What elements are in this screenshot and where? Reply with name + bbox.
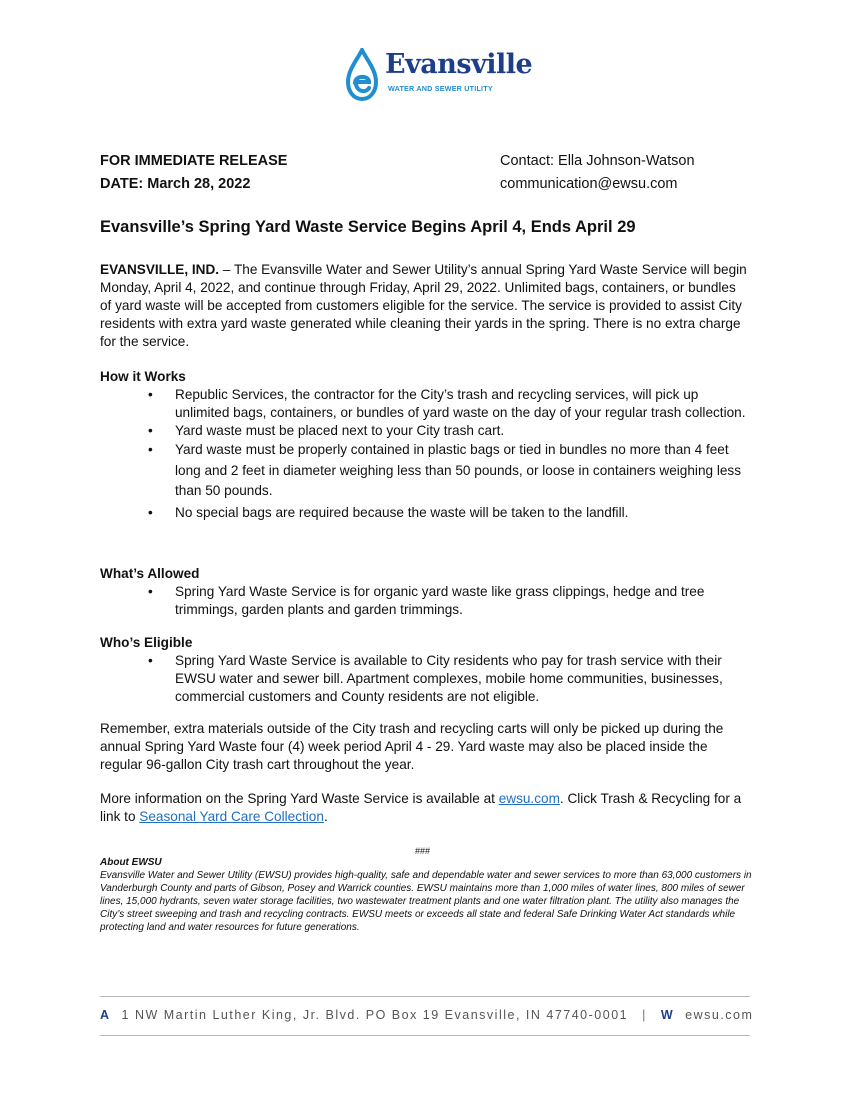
whos-eligible-list: [100, 652, 750, 706]
footer-address-bar: [100, 1008, 754, 1022]
intro-text: – The Evansville Water and Sewer Utility’s annual Spring Yard Waste Service will begin Monday, April 4, 2022, and continue through Friday, April 29, 2022. Unlimited bags, containers, or bundles of yard waste will be accepted from customers eligible for the service. The service is provided to assist City residents with extra yard waste generated while cleaning their yards in the spring. There is no extra charge for the service.: [100, 262, 747, 349]
release-date: DATE: March 28, 2022: [100, 176, 251, 192]
seasonal-yard-care-link[interactable]: Seasonal Yard Care Collection: [139, 809, 324, 824]
intro-paragraph: [100, 261, 750, 351]
release-label: FOR IMMEDIATE RELEASE: [100, 153, 288, 169]
more-info-paragraph: [100, 790, 750, 826]
footer-website[interactable]: ewsu.com: [685, 1008, 754, 1022]
footer-divider-top: [100, 996, 750, 997]
list-item: • Spring Yard Waste Service is for organic yard waste like grass clippings, hedge and tree trimmings, garden plants and garden trimmings.: [100, 583, 750, 619]
list-item: • Republic Services, the contractor for the City’s trash and recycling services, will pick up unlimited bags, containers, or bundles of yard waste on the day of your regular trash collection.: [100, 386, 750, 422]
more-info-text: .: [323, 809, 328, 824]
dateline: EVANSVILLE, IND.: [100, 262, 220, 277]
how-it-works-heading: How it Works: [100, 369, 186, 384]
end-marker: ###: [415, 846, 431, 856]
contact-email: communication@ewsu.com: [500, 176, 678, 192]
ewsu-logo: [345, 48, 533, 104]
whats-allowed-list: [100, 583, 750, 619]
list-item: • No special bags are required because the waste will be taken to the landfill.: [100, 504, 750, 522]
how-it-works-list: [100, 386, 750, 522]
more-info-text: . Click Trash & Recycling for a link to: [100, 791, 742, 824]
about-heading: About EWSU: [100, 857, 162, 868]
web-key: W: [660, 1008, 675, 1022]
list-item: • Yard waste must be placed next to your City trash cart.: [100, 422, 750, 440]
logo-subtitle: WATER AND SEWER UTILITY: [388, 84, 493, 93]
footer-divider-bottom: [100, 1035, 750, 1036]
press-release-title: Evansville’s Spring Yard Waste Service Begins April 4, Ends April 29: [100, 218, 636, 236]
footer-address: 1 NW Martin Luther King, Jr. Blvd. PO Box 19 Evansville, IN 47740-0001: [121, 1008, 629, 1022]
ewsu-link[interactable]: ewsu.com: [498, 791, 560, 806]
water-drop-icon: [345, 48, 379, 102]
whats-allowed-heading: What’s Allowed: [100, 566, 200, 581]
more-info-text: More information on the Spring Yard Waste Service is available at: [100, 791, 499, 806]
contact-name: Contact: Ella Johnson-Watson: [500, 153, 695, 169]
remember-paragraph: Remember, extra materials outside of the City trash and recycling carts will only be picked up during the annual Spring Yard Waste four (4) week period April 4 - 29. Yard waste may also be placed inside the regular 96-gallon City trash cart throughout the year.: [100, 721, 724, 772]
footer-separator: |: [642, 1008, 647, 1022]
list-item: • Spring Yard Waste Service is available to City residents who pay for trash service with their EWSU water and sewer bill. Apartment complexes, mobile home communities, businesses, commercial customers and County residents are not eligible.: [100, 652, 750, 706]
logo-wordmark: Evansville: [385, 49, 533, 80]
about-paragraph: Evansville Water and Sewer Utility (EWSU) provides high-quality, safe and dependable water and sewer services to more than 63,000 customers in Vanderburgh County and parts of Gibson, Posey and Warrick counties. EWSU maintains more than 1,000 miles of water lines, 800 miles of sewer lines, 15,000 hydrants, seven water storage facilities, two wastewater treatment plants and one water filtration plant. The utility also manages the City’s street sweeping and trash and recycling contracts. EWSU meets or exceeds all state and federal Safe Drinking Water Act standards while protecting land and water resources for future generations.: [100, 870, 752, 933]
address-key: A: [100, 1008, 111, 1022]
whos-eligible-heading: Who’s Eligible: [100, 635, 193, 650]
list-item: • Yard waste must be properly contained in plastic bags or tied in bundles no more than 4 feet long and 2 feet in diameter weighing less than 50 pounds, or loose in containers weighing less than 50 pounds.: [100, 440, 750, 502]
